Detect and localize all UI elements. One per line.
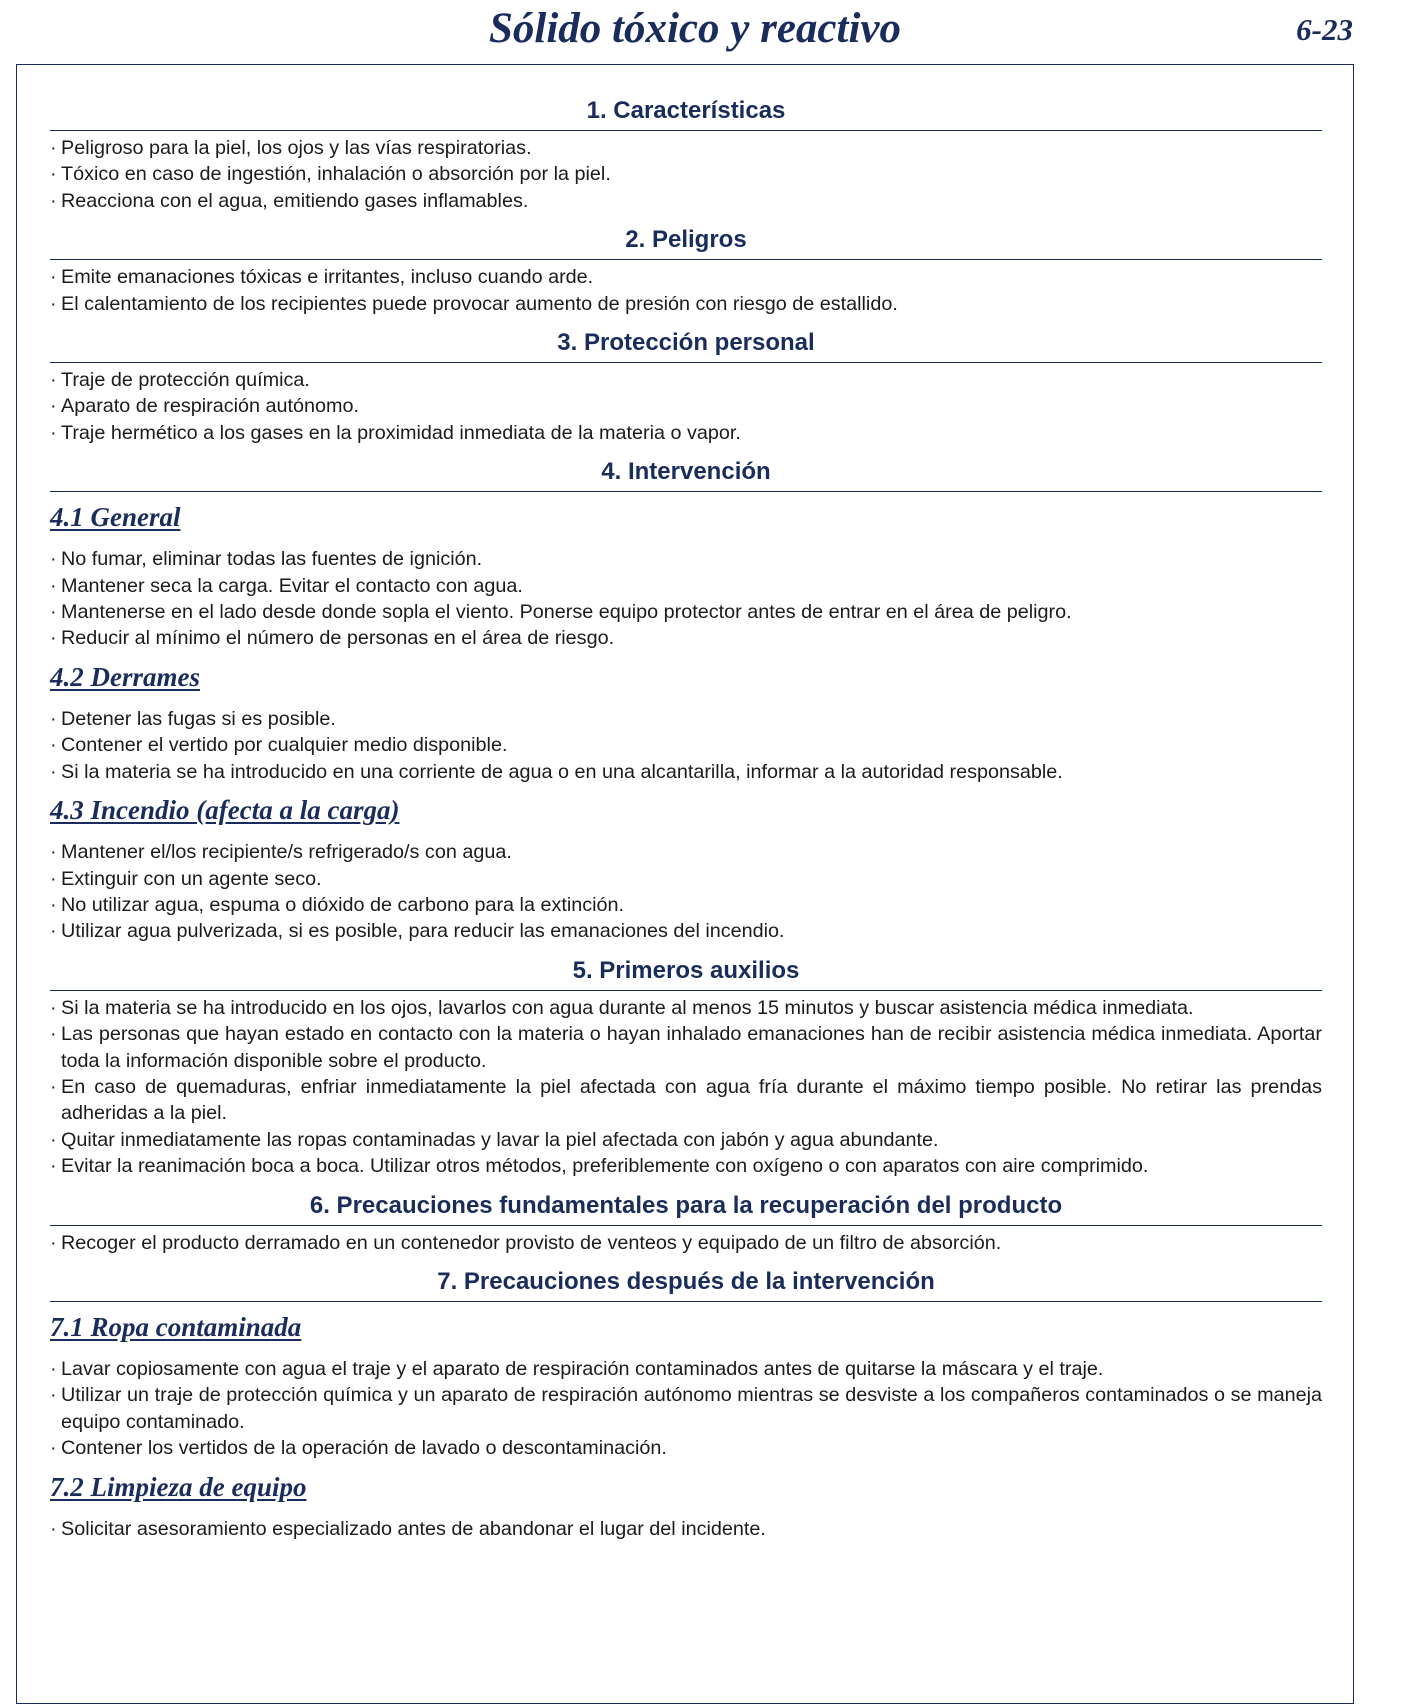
subsection-heading: 7.1 Ropa contaminada xyxy=(50,1311,302,1342)
section-heading: 5. Primeros auxilios xyxy=(50,956,1322,991)
section-2-peligros xyxy=(50,225,1322,317)
list-item: · Si la materia se ha introducido en los ojos, lavarlos con agua durante al menos 15 minutos y buscar asistencia médica inmediata. xyxy=(50,995,1322,1021)
list-item: · En caso de quemaduras, enfriar inmediatamente la piel afectada con agua fría durante el máximo tiempo posible. No retirar las prendas adheridas a la piel. xyxy=(50,1074,1322,1127)
list-item: · Lavar copiosamente con agua el traje y el aparato de respiración contaminados antes de quitarse la máscara y el traje. xyxy=(50,1356,1322,1382)
document-content xyxy=(50,96,1322,1553)
list-item: · Mantener seca la carga. Evitar el contacto con agua. xyxy=(50,573,1322,599)
section-heading: 7. Precauciones después de la intervención xyxy=(50,1267,1322,1302)
section-heading: 1. Características xyxy=(50,96,1322,131)
subsection-heading: 4.1 General xyxy=(50,502,181,533)
list-item: · Reducir al mínimo el número de personas en el área de riesgo. xyxy=(50,625,1322,651)
section-heading: 2. Peligros xyxy=(50,225,1322,260)
list-item: · Aparato de respiración autónomo. xyxy=(50,393,1322,419)
list-item: · Extinguir con un agente seco. xyxy=(50,866,1322,892)
list-item: · Solicitar asesoramiento especializado antes de abandonar el lugar del incidente. xyxy=(50,1516,1322,1542)
section-5-primeros-auxilios xyxy=(50,956,1322,1180)
section-heading: 6. Precauciones fundamentales para la recuperación del producto xyxy=(50,1191,1322,1226)
list-item: · Quitar inmediatamente las ropas contaminadas y lavar la piel afectada con jabón y agua abundante. xyxy=(50,1127,1322,1153)
bullet-list xyxy=(50,135,1322,214)
bullet-list xyxy=(50,264,1322,317)
list-item: · Utilizar agua pulverizada, si es posible, para reducir las emanaciones del incendio. xyxy=(50,918,1322,944)
section-6-precauciones-fundamentales-para-la-recuperacion-del-producto xyxy=(50,1191,1322,1256)
list-item: · Detener las fugas si es posible. xyxy=(50,706,1322,732)
bullet-list xyxy=(50,367,1322,446)
list-item: · Contener los vertidos de la operación de lavado o descontaminación. xyxy=(50,1435,1322,1461)
list-item: · Evitar la reanimación boca a boca. Utilizar otros métodos, preferiblemente con oxígeno o con aparatos con aire comprimido. xyxy=(50,1153,1322,1179)
list-item: · Contener el vertido por cualquier medio disponible. xyxy=(50,732,1322,758)
subsection-heading: 4.3 Incendio (afecta a la carga) xyxy=(50,795,400,826)
section-7-precauciones-despues-de-la-intervencion xyxy=(50,1267,1322,1542)
section-heading: 4. Intervención xyxy=(50,457,1322,492)
page-number: 6-23 xyxy=(1296,12,1353,47)
bullet-list xyxy=(50,546,1322,652)
section-1-caracteristicas xyxy=(50,96,1322,214)
list-item: · Mantener el/los recipiente/s refrigerado/s con agua. xyxy=(50,839,1322,865)
bullet-list xyxy=(50,839,1322,945)
list-item: · Utilizar un traje de protección química y un aparato de respiración autónomo mientras se desviste a los compañeros contaminados o se maneja equipo contaminado. xyxy=(50,1382,1322,1435)
bullet-list xyxy=(50,1516,1322,1542)
list-item: · Peligroso para la piel, los ojos y las vías respiratorias. xyxy=(50,135,1322,161)
bullet-list xyxy=(50,706,1322,785)
section-4-intervencion xyxy=(50,457,1322,944)
section-heading: 3. Protección personal xyxy=(50,328,1322,363)
list-item: · No utilizar agua, espuma o dióxido de carbono para la extinción. xyxy=(50,892,1322,918)
bullet-list xyxy=(50,995,1322,1180)
list-item: · No fumar, eliminar todas las fuentes de ignición. xyxy=(50,546,1322,572)
subsection-heading: 4.2 Derrames xyxy=(50,661,200,692)
bullet-list xyxy=(50,1356,1322,1462)
list-item: · Tóxico en caso de ingestión, inhalación o absorción por la piel. xyxy=(50,161,1322,187)
section-3-proteccion-personal xyxy=(50,328,1322,446)
page-title: Sólido tóxico y reactivo xyxy=(488,5,901,52)
bullet-list xyxy=(50,1230,1322,1256)
list-item: · Mantenerse en el lado desde donde sopla el viento. Ponerse equipo protector antes de entrar en el área de peligro. xyxy=(50,599,1322,625)
list-item: · Traje hermético a los gases en la proximidad inmediata de la materia o vapor. xyxy=(50,420,1322,446)
list-item: · Traje de protección química. xyxy=(50,367,1322,393)
list-item: · El calentamiento de los recipientes puede provocar aumento de presión con riesgo de estallido. xyxy=(50,291,1322,317)
list-item: · Reacciona con el agua, emitiendo gases inflamables. xyxy=(50,188,1322,214)
subsection-heading: 7.2 Limpieza de equipo xyxy=(50,1471,307,1502)
list-item: · Si la materia se ha introducido en una corriente de agua o en una alcantarilla, informar a la autoridad responsable. xyxy=(50,759,1322,785)
list-item: · Las personas que hayan estado en contacto con la materia o hayan inhalado emanaciones han de recibir asistencia médica inmediata. Aportar toda la información disponible sobre el producto. xyxy=(50,1021,1322,1074)
list-item: · Recoger el producto derramado en un contenedor provisto de venteos y equipado de un filtro de absorción. xyxy=(50,1230,1322,1256)
list-item: · Emite emanaciones tóxicas e irritantes, incluso cuando arde. xyxy=(50,264,1322,290)
